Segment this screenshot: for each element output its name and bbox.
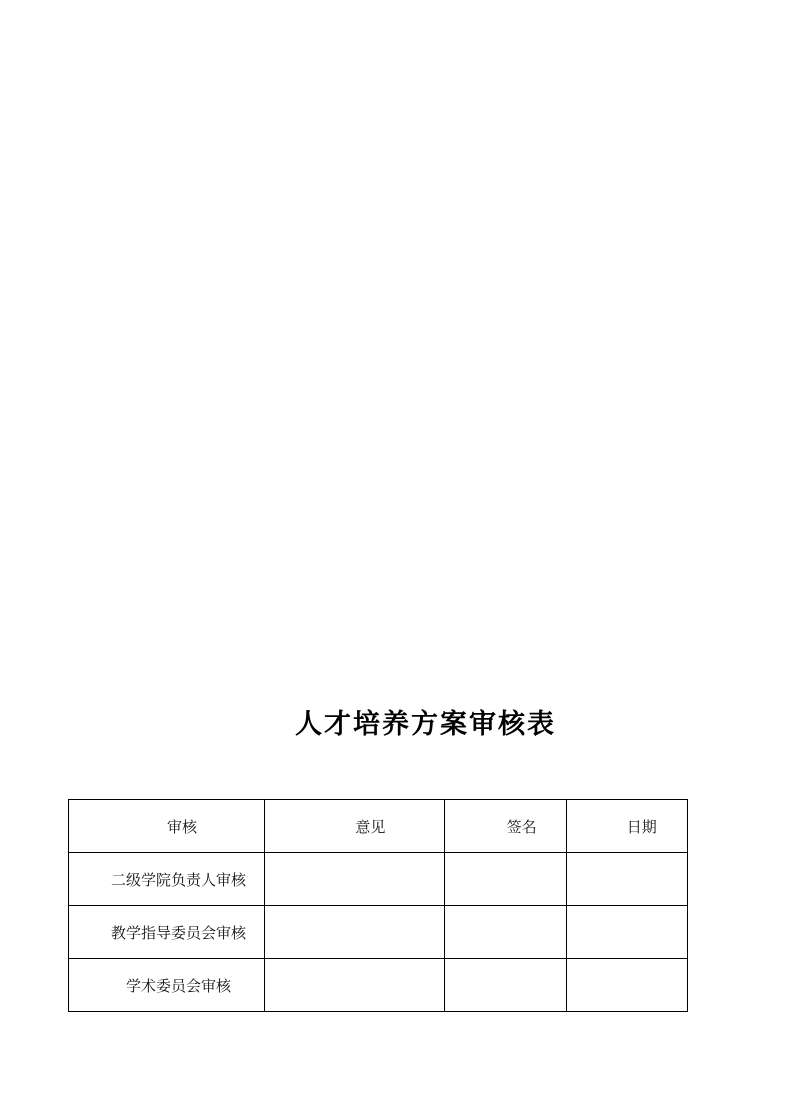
document-title: 人才培养方案审核表 — [295, 709, 556, 740]
header-review: 审核 — [69, 800, 265, 853]
signature-cell[interactable] — [444, 906, 566, 959]
header-opinion: 意见 — [265, 800, 444, 853]
opinion-cell[interactable] — [265, 959, 444, 1012]
date-cell[interactable] — [566, 959, 687, 1012]
row-label-academic-committee-review: 学术委员会审核 — [69, 959, 265, 1012]
review-table — [68, 799, 688, 1012]
opinion-cell[interactable] — [265, 906, 444, 959]
table-row — [69, 906, 688, 959]
header-date: 日期 — [566, 800, 687, 853]
date-cell[interactable] — [566, 853, 687, 906]
signature-cell[interactable] — [444, 959, 566, 1012]
table-row — [69, 959, 688, 1012]
signature-cell[interactable] — [444, 853, 566, 906]
row-label-teaching-committee-review: 教学指导委员会审核 — [69, 906, 265, 959]
date-cell[interactable] — [566, 906, 687, 959]
row-label-college-head-review: 二级学院负责人审核 — [69, 853, 265, 906]
table-header-row — [69, 800, 688, 853]
header-signature: 签名 — [444, 800, 566, 853]
table-row — [69, 853, 688, 906]
opinion-cell[interactable] — [265, 853, 444, 906]
